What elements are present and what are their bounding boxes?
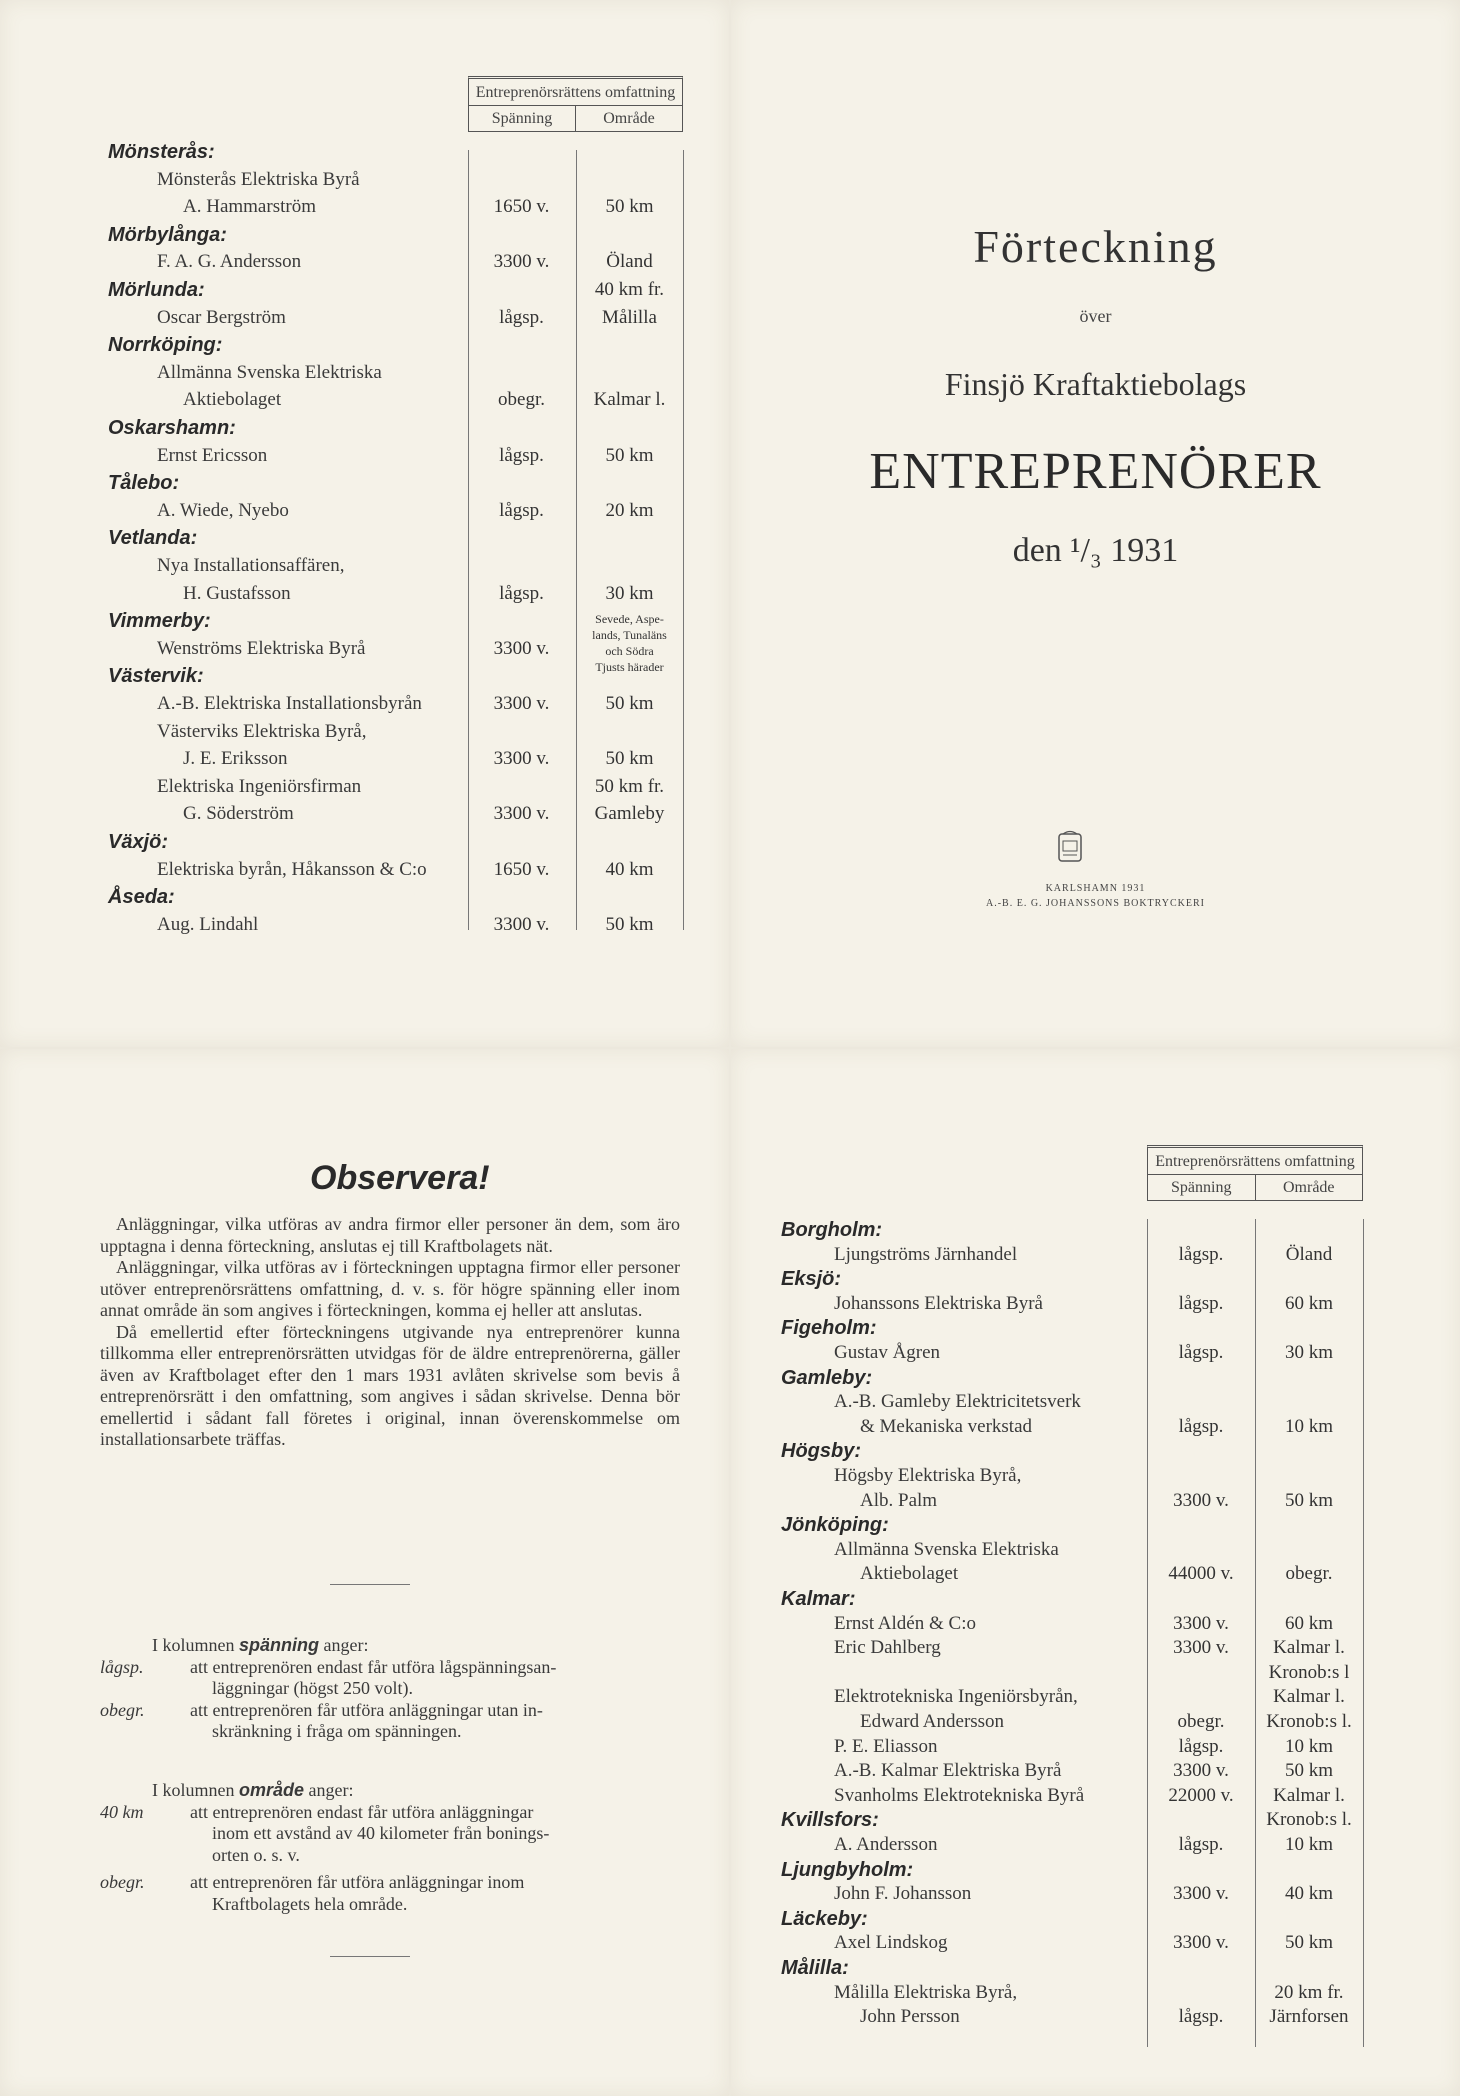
entrepreneur-name: Axel Lindskog [834,1932,948,1954]
imprint-printer: A.-B. E. G. JOHANSSONS BOKTRYCKERI [985,898,1206,909]
legend-keyword: spänning [239,1635,319,1655]
legend-line: läggningar (högst 250 volt). [212,1678,413,1698]
column-header-voltage: Spänning [469,106,576,131]
title-main: ENTREPRENÖRER [869,443,1322,500]
area-cell-note: Sevede, Aspe- [595,612,664,626]
entrepreneur-name: G. Söderström [183,803,294,825]
entrepreneur-list [0,0,729,1000]
place-heading: Högsby: [781,1440,861,1463]
area-cell: obegr. [1285,1563,1333,1585]
legend-item [100,1657,680,1700]
entrepreneur-name: P. E. Eliasson [834,1735,938,1757]
area-cell: 50 km fr. [594,775,665,797]
legend-area [100,1780,680,1915]
place-heading: Oskarshamn: [108,417,236,439]
voltage-cell: 1650 v. [493,858,550,880]
place-heading: Målilla: [781,1957,849,1979]
legend-line: orten o. s. v. [212,1844,300,1865]
voltage-cell: 3300 v. [493,803,550,825]
area-cell: 50 km [1284,1489,1334,1511]
area-cell: 60 km [1284,1292,1334,1314]
voltage-cell: 3300 v. [493,913,550,935]
place-heading: Vetlanda: [108,527,198,550]
voltage-cell: lågsp. [499,499,544,521]
page-title [731,0,1460,1047]
place-heading: Mörbylånga: [108,223,227,246]
voltage-cell: lågsp. [1178,2006,1224,2028]
entrepreneur-name: Aktiebolaget [183,389,282,411]
area-cell: Kronob:s l [1268,1661,1350,1683]
voltage-cell: 44000 v. [1168,1563,1234,1585]
voltage-cell: 3300 v. [1173,1489,1229,1511]
area-cell: 10 km [1284,1834,1334,1855]
entrepreneur-name: Johanssons Elektriska Byrå [834,1292,1043,1314]
entrepreneur-name: A.-B. Elektriska Installationsbyrån [157,693,422,714]
observera-paragraph: Anläggningar, vilka utföras av andra firmor eller personer än dem, som äro upptagna i denna förteckning, anslutas ej till Kraftbolagets nät. [100,1214,680,1256]
entrepreneur-name: A. Wiede, Nyebo [157,499,289,521]
place-heading: Gamleby: [781,1366,873,1389]
entrepreneur-name: Wenströms Elektriska Byrå [157,637,366,659]
legend-anger: anger: [308,1780,354,1800]
legend-voltage [100,1635,680,1743]
entrepreneur-name: Ljungströms Järnhandel [834,1243,1018,1265]
voltage-cell: 3300 v. [493,748,550,770]
area-cell: 50 km [1284,1760,1334,1782]
entrepreneur-name: Aug. Lindahl [157,913,259,935]
legend-line: att entreprenören får utföra anläggningar inom [190,1872,525,1892]
legend-line: inom ett avstånd av 40 kilometer från bonings- [212,1823,550,1843]
entrepreneur-name: Målilla Elektriska Byrå, [834,1981,1018,2003]
area-cell: Öland [1285,1243,1333,1265]
area-cell: 30 km [1284,1342,1334,1363]
place-heading: Mönsterås: [108,141,215,163]
entrepreneur-name: Elektriska byrån, Håkansson & C:o [157,858,427,880]
voltage-cell: lågsp. [1178,1415,1224,1437]
legend-anger: anger: [323,1635,369,1655]
voltage-cell: 1650 v. [493,196,550,218]
voltage-cell: lågsp. [1178,1834,1224,1855]
voltage-cell: 3300 v. [1173,1883,1229,1905]
imprint-city: KARLSHAMN 1931 [1045,883,1146,894]
area-cell: Kronob:s l. [1266,1711,1352,1732]
voltage-cell: 3300 v. [1173,1760,1229,1782]
entrepreneur-name: Ernst Ericsson [157,444,268,466]
observera-title: Observera! [310,1159,490,1197]
area-cell-note: Tjusts härader [595,660,664,674]
column-header-title: Entreprenörsrättens omfattning [469,79,682,106]
entrepreneur-name: H. Gustafsson [183,582,291,604]
place-heading: Västervik: [108,665,204,688]
entrepreneur-name: John Persson [860,2006,960,2028]
title-over: över [1079,306,1112,326]
area-cell: 50 km [605,196,654,218]
voltage-cell: lågsp. [1178,1292,1224,1314]
area-cell: Öland [606,251,653,273]
entrepreneur-name: A.-B. Gamleby Elektricitetsverk [834,1391,1081,1413]
page-list-left [0,0,729,1047]
area-cell: Gamleby [594,803,665,825]
legend-intro: I kolumnen [152,1780,235,1800]
place-heading: Åseda: [108,886,175,909]
voltage-cell: 22000 v. [1168,1784,1234,1806]
legend-line: att entreprenören endast får utföra anläggningar [190,1801,534,1822]
place-heading: Kalmar: [781,1588,856,1610]
entrepreneur-name: Alb. Palm [860,1489,938,1511]
observera-paragraph: Anläggningar, vilka utföras av i förteckningen upptagna firmor eller personer utöver entreprenörsrättens omfattning, d. v. s. för högre spänning eller inom annat område än som angives i förteckningen, komma ej heller att anslutas. [100,1257,680,1320]
area-cell: 20 km fr. [1274,1981,1344,2003]
entrepreneur-name: Elektriska Ingeniörsfirman [157,775,362,797]
area-cell: Kalmar l. [1273,1686,1345,1708]
area-cell-note: lands, Tunaläns [592,628,667,642]
observera-paragraph: Då emellertid efter förteckningens utgivande nya entreprenörer kunna tillkomma eller entreprenörsrätten utvidgas för de äldre entreprenörerna, gäller även av Kraftbolaget efter den 1 mars 1931 avlåten skrivelse som bevis å entreprenörsrätt i den omfattning, som angives i sådan skrivelse. Denna bör emellertid i sådant fall företes i original, innan överenskommelse om installationsarbete träffas. [100,1321,680,1449]
divider-rule [330,1956,410,1957]
entrepreneur-name: Mönsterås Elektriska Byrå [157,168,360,190]
voltage-cell: 3300 v. [1173,1637,1229,1659]
area-cell: Kronob:s l. [1266,1809,1352,1831]
entrepreneur-name: Oscar Bergström [157,306,286,328]
column-header-title: Entreprenörsrättens omfattning [1148,1148,1362,1175]
area-cell: 10 km [1284,1735,1334,1757]
divider-rule [330,1584,410,1585]
voltage-cell: 3300 v. [1173,1612,1229,1634]
entrepreneur-name: A. Andersson [834,1834,938,1855]
entrepreneur-list [731,1049,1460,2096]
entrepreneur-name: & Mekaniska verkstad [860,1415,1033,1437]
entrepreneur-name: Eric Dahlberg [834,1637,941,1659]
voltage-cell: lågsp. [499,582,544,604]
voltage-cell: 3300 v. [1173,1932,1229,1954]
entrepreneur-name: A. Hammarström [183,196,316,218]
area-cell: Målilla [602,306,657,328]
legend-keyword: område [239,1780,305,1800]
place-heading: Norrköping: [108,334,223,357]
area-cell: 30 km [605,582,654,604]
entrepreneur-name: Ernst Aldén & C:o [834,1612,976,1634]
place-heading: Tålebo: [108,472,180,495]
area-cell: 40 km [1284,1883,1334,1905]
place-heading: Läckeby: [781,1907,868,1930]
entrepreneur-name: Allmänna Svenska Elektriska [834,1538,1059,1560]
area-cell: 50 km [605,913,654,935]
legend-item [100,1872,680,1915]
legend-key: 40 km [100,1801,144,1822]
entrepreneur-name: Nya Installationsaffären, [157,555,345,576]
entrepreneur-name: Högsby Elektriska Byrå, [834,1465,1022,1486]
voltage-cell: lågsp. [1178,1735,1224,1757]
legend-key: lågsp. [100,1656,144,1677]
legend-line: Kraftbolagets hela område. [212,1893,408,1914]
area-cell: Kalmar l. [593,389,666,411]
place-heading: Jönköping: [781,1514,889,1537]
page-list-right [731,1049,1460,2096]
area-cell: 50 km [605,444,654,466]
place-heading: Kvillsfors: [781,1809,879,1832]
printer-logo-icon [1057,830,1083,864]
entrepreneur-name: Västerviks Elektriska Byrå, [157,720,367,742]
voltage-cell: 3300 v. [493,637,550,659]
area-cell: 10 km [1284,1415,1334,1437]
place-heading: Borgholm: [781,1219,883,1241]
place-heading: Eksjö: [781,1268,842,1291]
legend-item [100,1802,680,1867]
place-heading: Ljungbyholm: [781,1858,914,1881]
voltage-cell: lågsp. [1178,1342,1224,1363]
voltage-cell: 3300 v. [493,693,550,714]
entrepreneur-name: F. A. G. Andersson [157,251,302,273]
place-heading: Figeholm: [781,1317,877,1340]
column-header-area: Område [603,110,655,127]
place-heading: Vimmerby: [108,610,211,633]
entrepreneur-name: J. E. Eriksson [183,748,288,770]
column-header-voltage: Spänning [1148,1175,1256,1200]
area-cell: 20 km [605,499,654,521]
entrepreneur-name: Aktiebolaget [860,1563,959,1585]
legend-intro: I kolumnen [152,1635,235,1655]
legend-line: att entreprenören endast får utföra lågspänningsan- [190,1656,557,1677]
area-cell: 40 km fr. [594,279,665,300]
page-observera [0,1049,729,2096]
voltage-cell: lågsp. [1178,1243,1224,1265]
area-cell: Kalmar l. [1273,1637,1345,1659]
observera-text [100,1214,680,1451]
voltage-cell: lågsp. [499,444,544,466]
voltage-cell: lågsp. [499,306,544,328]
entrepreneur-name: Allmänna Svenska Elektriska [157,361,382,383]
area-cell-note: och Södra [605,644,654,658]
voltage-cell: obegr. [1177,1711,1225,1732]
area-cell: 60 km [1284,1612,1334,1634]
title-forteckning: Förteckning [973,221,1218,272]
column-header-area: Område [1282,1179,1335,1196]
legend-item [100,1700,680,1743]
entrepreneur-name: Edward Andersson [860,1711,1005,1732]
voltage-cell: 3300 v. [493,251,550,273]
area-cell: 50 km [605,693,654,714]
entrepreneur-name: Svanholms Elektrotekniska Byrå [834,1784,1085,1806]
legend-line: skränkning i fråga om spänningen. [212,1721,462,1741]
entrepreneur-name: John F. Johansson [834,1883,972,1905]
area-cell: 40 km [605,858,654,880]
legend-key: obegr. [100,1699,145,1720]
place-heading: Mörlunda: [108,279,205,301]
entrepreneur-name: A.-B. Kalmar Elektriska Byrå [834,1760,1062,1782]
legend-key: obegr. [100,1872,145,1892]
title-company: Finsjö Kraftaktiebolags [944,366,1247,402]
entrepreneur-name: Gustav Ågren [834,1342,941,1363]
area-cell: 50 km [605,748,654,770]
title-date: den ¹/₃ 1931 [1012,532,1179,569]
place-heading: Växjö: [108,831,169,853]
legend-line: att entreprenören får utföra anläggningar utan in- [190,1699,543,1720]
voltage-cell: obegr. [498,389,545,411]
area-cell: Järnforsen [1269,2006,1349,2028]
area-cell: 50 km [1284,1932,1334,1954]
entrepreneur-name: Elektrotekniska Ingeniörsbyrån, [834,1686,1078,1708]
area-cell: Kalmar l. [1273,1784,1345,1806]
